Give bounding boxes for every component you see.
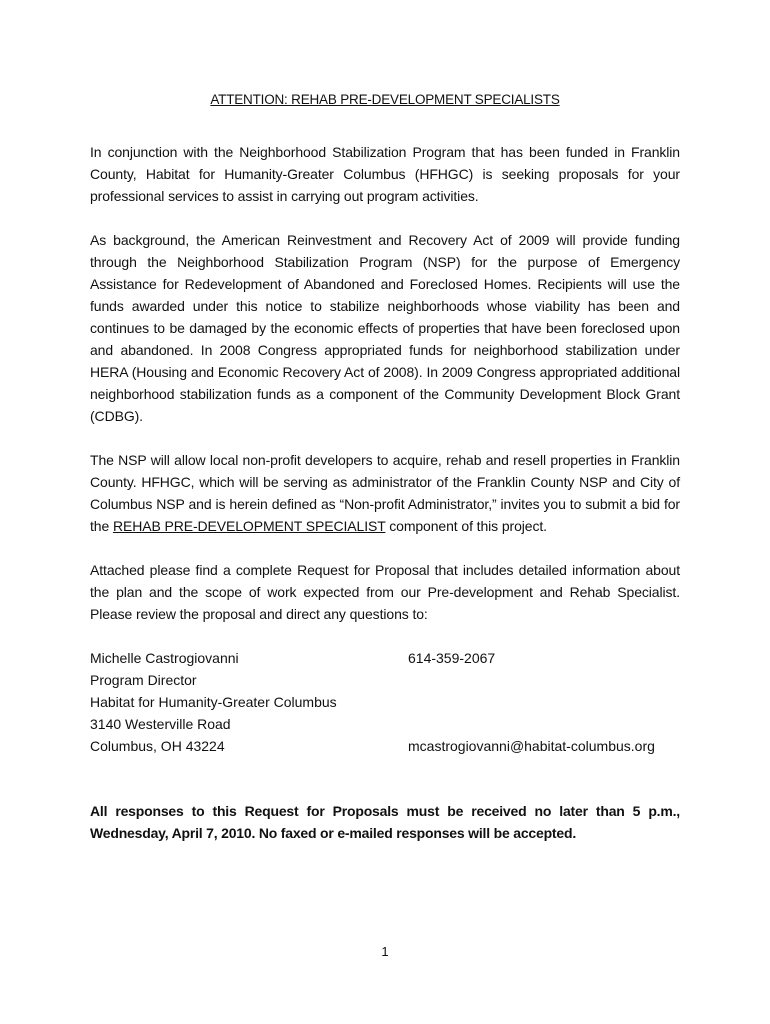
nsp-paragraph-ending: component of this project. xyxy=(385,518,547,534)
page-number: 1 xyxy=(381,944,389,959)
contact-street: 3140 Westerville Road xyxy=(90,716,231,732)
intro-paragraph: In conjunction with the Neighborhood Stabilization Program that has been funded in Franklin County, Habitat for Humanity-Greater Columbus (HFHGC) is seeking proposals for your professional services to assist in carrying out program activities. xyxy=(90,144,680,204)
contact-organization: Habitat for Humanity-Greater Columbus xyxy=(90,694,337,710)
contact-address xyxy=(90,647,400,757)
specialist-emphasis: REHAB PRE-DEVELOPMENT SPECIALIST xyxy=(112,518,386,534)
contact-name: Michelle Castrogiovanni xyxy=(90,650,239,666)
nsp-paragraph-text: The NSP will allow local non-profit developers to acquire, rehab and resell properties in Franklin County. HFHGC, which will be serving as administrator of the Franklin County NSP and City of Columbus NSP and is herein defined as “Non-profit Administrator,” invites you to submit a bid for the xyxy=(90,452,680,534)
deadline-notice: All responses to this Request for Proposals must be received no later than 5 p.m., Wednesday, April 7, 2010. No faxed or e-mailed responses will be accepted. xyxy=(90,803,680,841)
contact-phone: 614-359-2067 xyxy=(408,650,496,666)
document-title: ATTENTION: REHAB PRE-DEVELOPMENT SPECIALISTS xyxy=(210,92,560,107)
contact-role: Program Director xyxy=(90,672,197,688)
contact-email: mcastrogiovanni@habitat-columbus.org xyxy=(408,738,655,754)
background-paragraph: As background, the American Reinvestment and Recovery Act of 2009 will provide funding through the Neighborhood Stabilization Program (NSP) for the purpose of Emergency Assistance for Redevelopment of Abandoned and Foreclosed Homes. Recipients will use the funds awarded under this notice to stabilize neighborhoods whose viability has been and continues to be damaged by the economic effects of properties that have been foreclosed upon and abandoned. In 2008 Congress appropriated funds for neighborhood stabilization under HERA (Housing and Economic Recovery Act of 2008). In 2009 Congress appropriated additional neighborhood stabilization funds as a component of the Community Development Block Grant (CDBG). xyxy=(90,232,680,424)
attachment-paragraph: Attached please find a complete Request for Proposal that includes detailed information about the plan and the scope of work expected from our Pre-development and Rehab Specialist. Please review the proposal and direct any questions to: xyxy=(90,562,680,622)
contact-city: Columbus, OH 43224 xyxy=(90,738,225,754)
nsp-paragraph xyxy=(90,449,680,537)
